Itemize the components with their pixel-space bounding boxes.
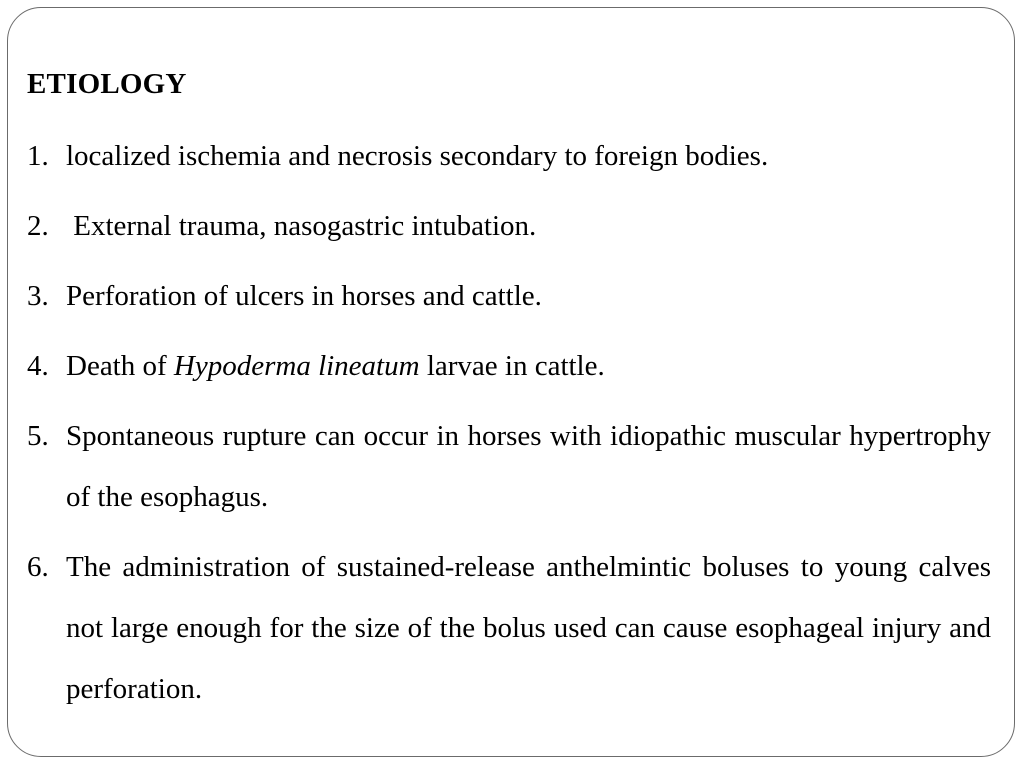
- list-item: [27, 196, 991, 257]
- list-item-text: [66, 336, 991, 397]
- list-item-text-start: Death of: [66, 350, 174, 382]
- list-item-number: 1.: [27, 140, 49, 172]
- list-item-text: The administration of sustained-release anthelmintic boluses to young calves not large enough for the size of the bolus used can cause esophageal injury and perforation.: [66, 551, 991, 705]
- list-item: [27, 336, 991, 397]
- list-item: [27, 537, 991, 720]
- list-item-text: External trauma, nasogastric intubation.: [66, 210, 537, 242]
- list-item-number: 3.: [27, 280, 49, 312]
- list-item-text: Spontaneous rupture can occur in horses with idiopathic muscular hypertrophy of the esophagus.: [66, 420, 991, 513]
- list-item-text: Perforation of ulcers in horses and cattle.: [66, 280, 542, 312]
- species-name: Hypoderma lineatum: [173, 350, 420, 382]
- list-item-number: 5.: [27, 420, 49, 452]
- list-item: [27, 266, 991, 327]
- list-item-number: 4.: [27, 350, 49, 382]
- list-item-number: 2.: [27, 210, 49, 242]
- list-item: [27, 126, 991, 187]
- slide-heading: ETIOLOGY: [27, 68, 187, 100]
- list-item: [27, 406, 991, 528]
- list-item-number: 6.: [27, 551, 49, 583]
- list-item-text-end: larvae in cattle.: [419, 350, 605, 382]
- list-item-text: localized ischemia and necrosis secondary to foreign bodies.: [66, 140, 769, 172]
